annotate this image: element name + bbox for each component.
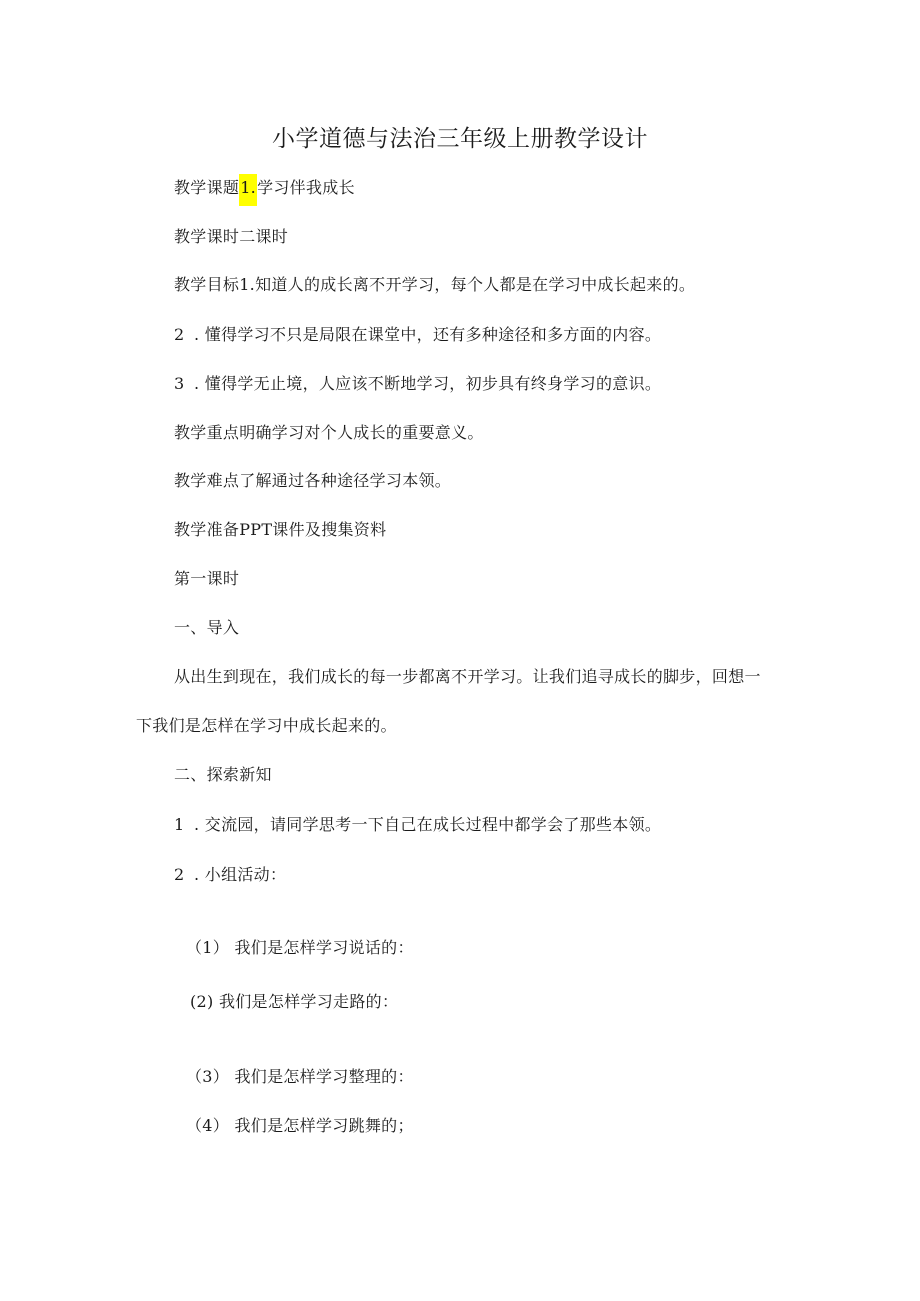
section-intro-heading: 一、导入 <box>174 618 240 637</box>
objective-3-number: 3 <box>174 374 185 393</box>
intro-paragraph-line-1: 从出生到现在，我们成长的每一步都离不开学习。让我们追寻成长的脚步，回想一 <box>174 667 761 686</box>
document-title: 小学道德与法治三年级上册教学设计 <box>272 126 648 152</box>
objective-3-text: . 懂得学无止境，人应该不断地学习，初步具有终身学习的意识。 <box>194 374 662 393</box>
lesson-title-label: 教学课题 <box>174 178 240 197</box>
objective-2-text: . 懂得学习不只是局限在课堂中，还有多种途径和多方面的内容。 <box>194 325 662 344</box>
explore-item-2 <box>174 865 286 885</box>
explore-item-1-number: 1 <box>174 815 185 834</box>
explore-item-1 <box>174 815 661 835</box>
objective-2-number: 2 <box>174 325 185 344</box>
explore-item-2-text: . 小组活动： <box>194 865 287 884</box>
lesson-hours: 教学课时二课时 <box>174 227 289 246</box>
section-explore-heading: 二、探索新知 <box>174 765 272 784</box>
explore-item-1-text: . 交流园，请同学思考一下自己在成长过程中都学会了那些本领。 <box>194 815 662 834</box>
lesson-title-text: 学习伴我成长 <box>257 178 355 197</box>
activity-question-1: （1） 我们是怎样学习说话的： <box>186 938 414 957</box>
intro-paragraph-line-2: 下我们是怎样在学习中成长起来的。 <box>136 716 397 735</box>
objective-3 <box>174 374 661 394</box>
first-lesson-heading: 第一课时 <box>174 569 240 588</box>
activity-question-2: (2) 我们是怎样学习走路的： <box>190 992 399 1011</box>
preparation: 教学准备PPT课件及搜集资料 <box>174 520 387 539</box>
activity-question-3: （3） 我们是怎样学习整理的： <box>186 1067 414 1086</box>
difficulty: 教学难点了解通过各种途径学习本领。 <box>174 471 452 490</box>
lesson-title-line <box>174 178 355 198</box>
explore-item-2-number: 2 <box>174 865 185 884</box>
activity-question-4: （4） 我们是怎样学习跳舞的； <box>186 1116 414 1135</box>
highlighted-number: 1. <box>239 174 257 206</box>
key-point: 教学重点明确学习对个人成长的重要意义。 <box>174 423 484 442</box>
objective-2 <box>174 325 661 345</box>
objective-1: 教学目标1.知道人的成长离不开学习，每个人都是在学习中成长起来的。 <box>174 275 696 294</box>
